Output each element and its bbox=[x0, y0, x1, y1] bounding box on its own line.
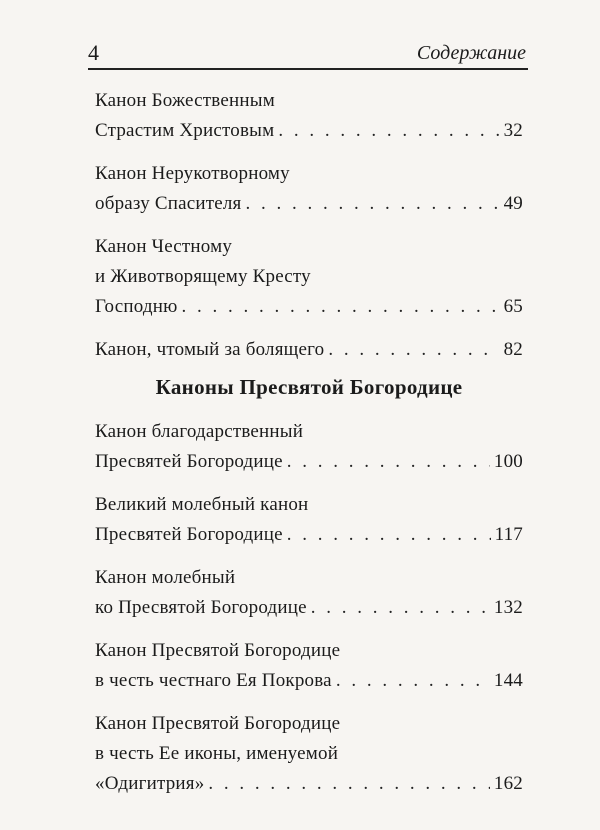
toc-entry-line: Страстим Христовым bbox=[95, 120, 275, 141]
toc-page-number: 162 bbox=[493, 773, 523, 794]
toc-entry-line: Канон Пресвятой Богородице bbox=[95, 713, 341, 734]
toc-entry-line: в честь честнаго Ея Покрова bbox=[95, 670, 332, 691]
toc-entry-line: Великий молебный канон bbox=[95, 494, 309, 515]
toc-page-number: 49 bbox=[503, 193, 523, 214]
toc-page-number: 65 bbox=[503, 296, 523, 317]
toc-entry bbox=[95, 563, 523, 623]
toc-entry bbox=[95, 709, 523, 799]
leader-dots bbox=[278, 116, 499, 146]
toc-entry bbox=[95, 86, 523, 146]
toc-entry bbox=[95, 335, 523, 365]
leader-dots bbox=[287, 447, 490, 477]
toc-entry-line: Канон Пресвятой Богородице bbox=[95, 640, 341, 661]
toc-entry-line: Канон молебный bbox=[95, 567, 236, 588]
toc-entry-line: Пресвятей Богородице bbox=[95, 451, 283, 472]
leader-dots bbox=[336, 666, 490, 696]
toc-entry-line: и Животворящему Кресту bbox=[95, 266, 311, 287]
page-header bbox=[88, 38, 528, 70]
toc-entry bbox=[95, 232, 523, 322]
toc-entry-line: Господню bbox=[95, 296, 178, 317]
leader-dots bbox=[287, 520, 491, 550]
leader-dots bbox=[311, 593, 490, 623]
toc-entry-line: Канон Честному bbox=[95, 236, 233, 257]
section-heading: Каноны Пресвятой Богородице bbox=[155, 375, 463, 399]
table-of-contents bbox=[95, 86, 523, 799]
toc-entry-line: в честь Ее иконы, именуемой bbox=[95, 743, 339, 764]
page-number: 4 bbox=[88, 40, 99, 65]
leader-dots bbox=[208, 769, 489, 799]
toc-entry-line: Канон Божественным bbox=[95, 90, 275, 111]
toc-entry-line: Канон Нерукотворному bbox=[95, 163, 290, 184]
toc-page-number: 32 bbox=[503, 120, 523, 141]
running-title: Содержание bbox=[416, 42, 526, 64]
toc-entry bbox=[95, 159, 523, 219]
toc-page-number: 100 bbox=[493, 451, 523, 472]
leader-dots bbox=[246, 189, 500, 219]
toc-entry-line: образу Спасителя bbox=[95, 193, 242, 214]
toc-entry bbox=[95, 636, 523, 696]
toc-entry-line: «Одигитрия» bbox=[95, 773, 205, 794]
toc-page-number: 144 bbox=[493, 670, 523, 691]
toc-entry bbox=[95, 490, 523, 550]
toc-entry-line: Канон, чтомый за болящего bbox=[95, 339, 325, 360]
toc-entry-line: ко Пресвятой Богородице bbox=[95, 597, 307, 618]
leader-dots bbox=[181, 292, 499, 322]
leader-dots bbox=[328, 335, 499, 365]
toc-page-number: 82 bbox=[503, 339, 523, 360]
toc-page-number: 117 bbox=[494, 524, 523, 545]
toc-entry-line: Пресвятей Богородице bbox=[95, 524, 283, 545]
toc-entry-line: Канон благодарственный bbox=[95, 421, 304, 442]
toc-entry bbox=[95, 417, 523, 477]
toc-page-number: 132 bbox=[493, 597, 523, 618]
